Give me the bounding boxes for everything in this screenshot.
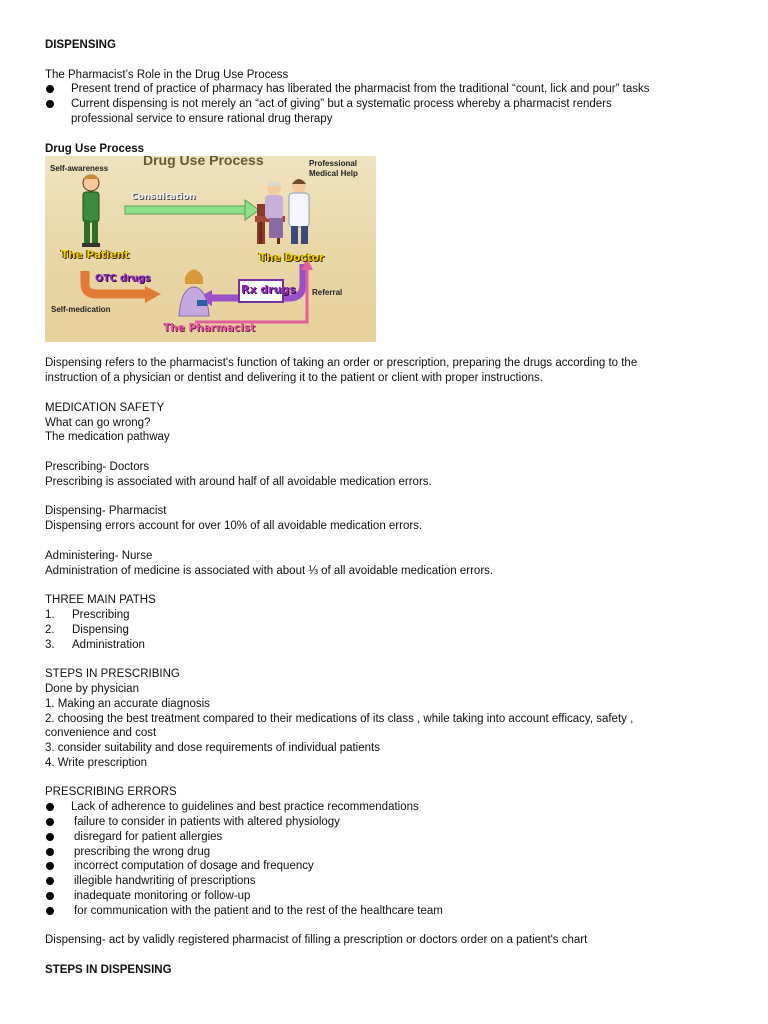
- fig-self-medication: Self-medication: [51, 305, 111, 315]
- fig-title: Drug Use Process: [143, 156, 264, 169]
- administering-heading: Administering- Nurse: [45, 549, 153, 562]
- drug-use-process-figure: [45, 156, 376, 342]
- fig-the-patient: The Patient: [61, 249, 130, 262]
- role-bullet-1: Present trend of practice of pharmacy has liberated the pharmacist from the traditional “count, lick and pour” tasks: [45, 82, 735, 97]
- role-heading: The Pharmacist’s Role in the Drug Use Process: [45, 68, 289, 81]
- document-page: [45, 38, 735, 978]
- fig-the-doctor: The Doctor: [259, 252, 324, 265]
- prescribing-text: Prescribing is associated with around half of all avoidable medication errors.: [45, 475, 432, 488]
- steps-prescribing-line: 4. Write prescription: [45, 756, 148, 769]
- steps-prescribing-intro: Done by physician: [45, 682, 139, 695]
- steps-prescribing-line: 3. consider suitability and dose requirements of individual patients: [45, 742, 380, 755]
- prescribing-error-item: incorrect computation of dosage and frequency: [45, 859, 735, 874]
- steps-prescribing-line: convenience and cost: [45, 727, 157, 740]
- fig-rx-drugs: Rx drugs: [241, 283, 296, 297]
- figure-heading: Drug Use Process: [45, 142, 145, 155]
- consultation-arrow: [125, 200, 259, 220]
- doctor-figure: [255, 179, 309, 244]
- steps-dispensing-heading: STEPS IN DISPENSING: [45, 964, 172, 977]
- patient-figure: [82, 175, 100, 248]
- steps-prescribing-line: 1. Making an accurate diagnosis: [45, 697, 210, 710]
- steps-prescribing-heading: STEPS IN PRESCRIBING: [45, 668, 180, 681]
- fig-professional-help: Professional Medical Help: [309, 159, 358, 179]
- paths-heading: THREE MAIN PATHS: [45, 594, 156, 607]
- role-bullet-2-continued: professional service to ensure rational drug therapy: [71, 112, 333, 125]
- paths-item: [45, 608, 735, 623]
- paths-item-number: 3.: [45, 638, 55, 651]
- pharmacist-figure: [179, 269, 209, 316]
- medication-safety-line-1: What can go wrong?: [45, 416, 151, 429]
- prescribing-error-item: Lack of adherence to guidelines and best practice recommendations: [45, 800, 735, 815]
- dispensing-definition-1: Dispensing refers to the pharmacist's function of taking an order or prescription, preparing the drugs according to the: [45, 357, 638, 370]
- prescribing-error-item: failure to consider in patients with altered physiology: [45, 815, 735, 830]
- fig-otc-drugs: OTC drugs: [95, 273, 151, 285]
- prescribing-errors-heading: PRESCRIBING ERRORS: [45, 786, 177, 799]
- fig-consultation: Consultation: [131, 192, 196, 203]
- prescribing-error-item: disregard for patient allergies: [45, 830, 735, 845]
- medication-safety-heading: MEDICATION SAFETY: [45, 401, 165, 414]
- paths-item-number: 1.: [45, 608, 55, 621]
- fig-the-pharmacist: The Pharmacist: [163, 322, 255, 335]
- dispensing-act: Dispensing- act by validly registered pharmacist of filling a prescription or doctors order on a patient's chart: [45, 934, 588, 947]
- administering-text: Administration of medicine is associated with about ⅓ of all avoidable medication errors.: [45, 564, 494, 577]
- role-bullet-2: Current dispensing is not merely an “act of giving” but a systematic process whereby a pharmacist renders: [45, 97, 735, 112]
- paths-item-text: Dispensing: [72, 623, 129, 636]
- prescribing-error-item: prescribing the wrong drug: [45, 845, 735, 860]
- fig-self-awareness: Self-awareness: [50, 164, 109, 174]
- dispensing-text: Dispensing errors account for over 10% of all avoidable medication errors.: [45, 520, 423, 533]
- paths-item: [45, 623, 735, 638]
- medication-safety-line-2: The medication pathway: [45, 431, 170, 444]
- paths-item-number: 2.: [45, 623, 55, 636]
- paths-item: [45, 638, 735, 653]
- paths-item-text: Prescribing: [72, 608, 130, 621]
- prescribing-error-item: for communication with the patient and to the rest of the healthcare team: [45, 904, 735, 919]
- prescribing-heading: Prescribing- Doctors: [45, 460, 150, 473]
- steps-prescribing-line: 2. choosing the best treatment compared to their medications of its class , while taking into account efficacy, safety ,: [45, 712, 634, 725]
- prescribing-error-item: inadequate monitoring or follow-up: [45, 889, 735, 904]
- dispensing-definition-2: instruction of a physician or dentist and delivering it to the patient or client with proper instructions.: [45, 372, 543, 385]
- dispensing-heading: Dispensing- Pharmacist: [45, 505, 167, 518]
- fig-referral: Referral: [312, 288, 343, 298]
- prescribing-error-item: illegible handwriting of prescriptions: [45, 874, 735, 889]
- paths-item-text: Administration: [72, 638, 145, 651]
- document-title: DISPENSING: [45, 39, 116, 51]
